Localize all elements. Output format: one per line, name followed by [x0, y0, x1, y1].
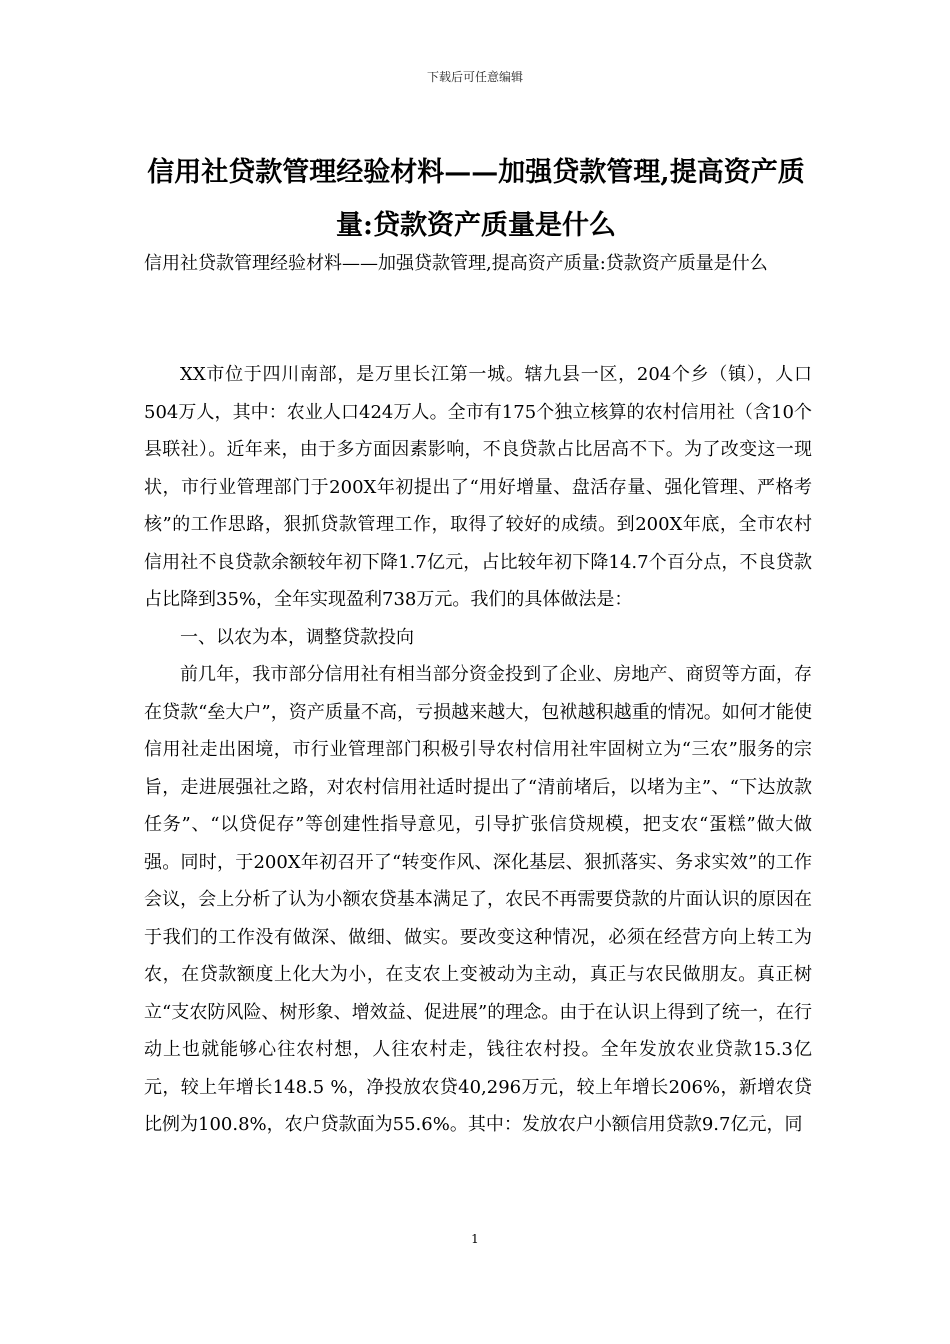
body-paragraph: XX市位于四川南部，是万里长江第一城。辖九县一区，204个乡（镇），人口504万人，其中：农业人口424万人。全市有175个独立核算的农村信用社（含10个县联社）。近年来，由于多方面因素影响，不良贷款占比居高不下。为了改变这一现状，市行业管理部门于200X年初提出了“用好增量、盘活存量、强化管理、严格考核”的工作思路，狠抓贷款管理工作，取得了较好的成绩。到200X年底，全市农村信用社不良贷款余额较年初下降1.7亿元，占比较年初下降14.7个百分点，不良贷款占比降到35%，全年实现盈利738万元。我们的具体做法是：	[144, 364, 812, 610]
body-paragraph: 前几年，我市部分信用社有相当部分资金投到了企业、房地产、商贸等方面，存在贷款“垒大户”，资产质量不高，亏损越来越大，包袱越积越重的情况。如何才能使信用社走出困境，市行业管理部门积极引导农村信用社牢固树立为“三农”服务的宗旨，走进展强社之路，对农村信用社适时提出了“清前堵后，以堵为主”、“下达放款任务”、“以贷促存”等创建性指导意见，引导扩张信贷规模，把支农“蛋糕”做大做强。同时，于200X年初召开了“转变作风、深化基层、狠抓落实、务求实效”的工作会议，会上分析了认为小额农贷基本满足了，农民不再需要贷款的片面认识的原因在于我们的工作没有做深、做细、做实。要改变这种情况，必须在经营方向上转工为农，在贷款额度上化大为小，在支农上变被动为主动，真正与农民做朋友。真正树立“支农防风险、树形象、增效益、促进展”的理念。由于在认识上得到了统一，在行动上也就能够心往农村想，人往农村走，钱往农村投。全年发放农业贷款15.3亿元，较上年增长148.5 %，净投放农贷40,296万元，较上年增长206%，新增农贷比例为100.8%，农户贷款面为55.6%。其中：发放农户小额信用贷款9.7亿元，同	[144, 664, 812, 1135]
document-body	[144, 356, 812, 1144]
document-title: 信用社贷款管理经验材料——加强贷款管理,提高资产质量:贷款资产质量是什么	[147, 157, 805, 241]
document-subtitle: 信用社贷款管理经验材料——加强贷款管理,提高资产质量:贷款资产质量是什么	[144, 253, 768, 274]
section-heading: 一、以农为本，调整贷款投向	[180, 626, 414, 648]
header-note: 下载后可任意编辑	[426, 70, 523, 84]
page-number: 1	[471, 1232, 479, 1246]
